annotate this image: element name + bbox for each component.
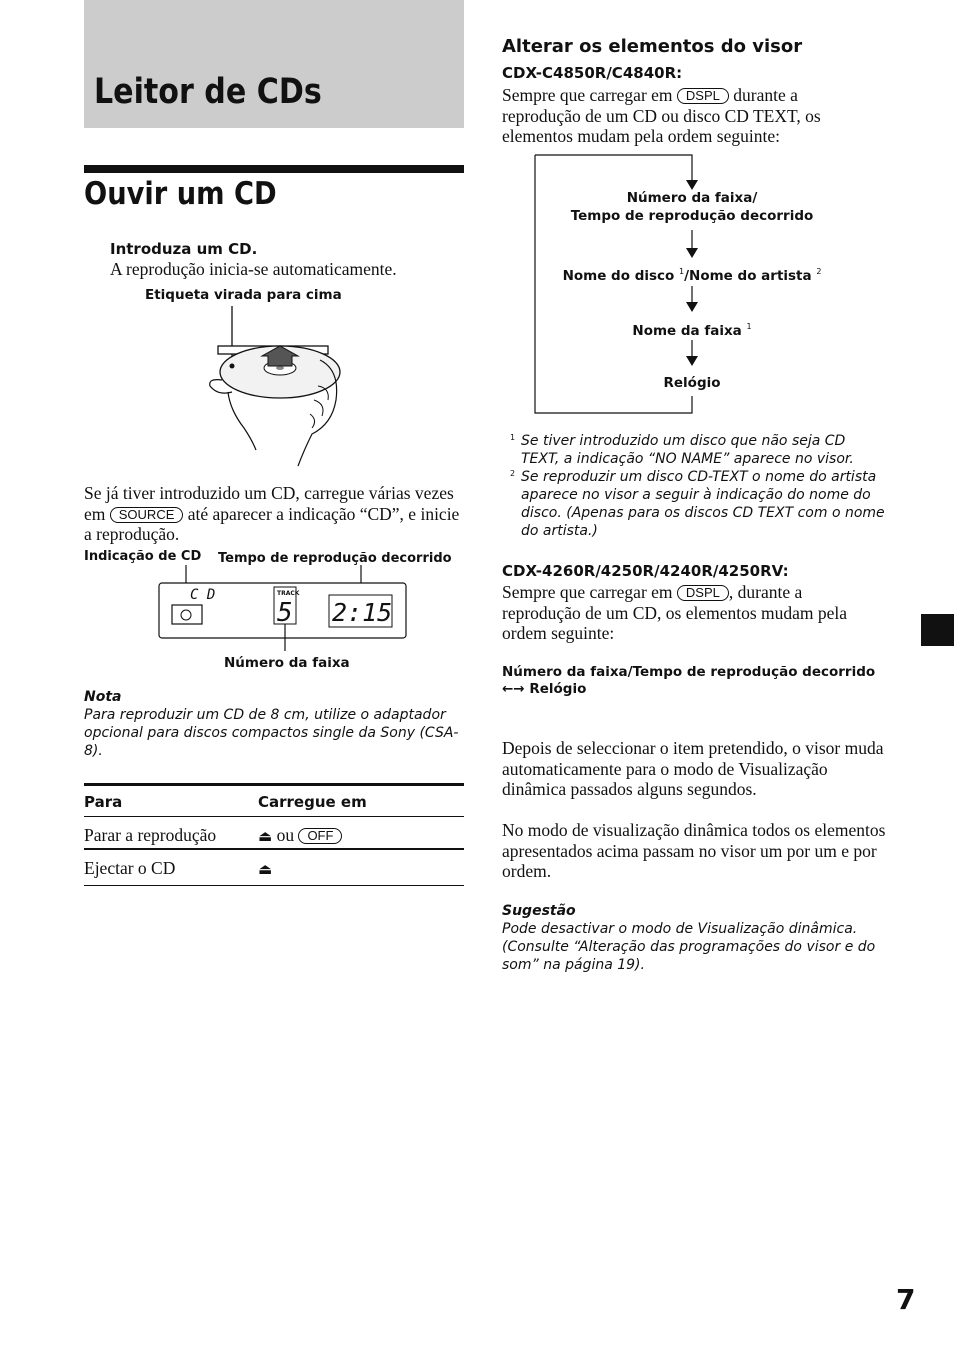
flow-item-disc-artist [540, 263, 844, 285]
model1-paragraph [502, 85, 872, 147]
flow-sup-1: 1 [679, 267, 685, 276]
eject-icon: ⏏ [258, 860, 273, 878]
double-arrow-icon: ←→ [502, 681, 525, 697]
flow-item-track-time [540, 189, 844, 225]
footnote-2-text: Se reproduzir um disco CD-TEXT o nome do artista aparece no visor a seguir à indicação do nome do disco. (Apenas para os discos CD TEXT com o nome do artista.) [521, 469, 885, 539]
flow-item-clock: Relógio [663, 375, 721, 391]
dspl-key: DSPL [677, 88, 729, 104]
table-row-rule [84, 848, 464, 850]
model1-label: CDX-C4850R/C4840R: [502, 64, 683, 82]
table-header-para: Para [84, 793, 123, 811]
flow-disc-name: Nome do disco [562, 268, 675, 284]
section-title: Ouvir um CD [84, 176, 277, 212]
table-bottom-rule [84, 885, 464, 886]
svg-text:C D: C D [190, 587, 216, 603]
cd-insert-illustration [200, 300, 350, 470]
table-row-eject-label: Ejectar o CD [84, 858, 176, 878]
tip-title: Sugestão [502, 903, 576, 919]
cycle-line-2 [502, 680, 586, 698]
source-paragraph-before: Se já tiver introduzido um CD, carregue várias vezes em [84, 483, 454, 524]
svg-text:5: 5 [277, 598, 293, 628]
footnote-1-num: 1 [510, 433, 516, 442]
chapter-title: Leitor de CDs [94, 72, 322, 112]
label-elapsed-time: Tempo de reprodução decorrido [218, 551, 452, 566]
model2-paragraph [502, 582, 872, 644]
cycle-clock: Relógio [529, 681, 587, 697]
table-header-press: Carregue em [258, 793, 367, 811]
source-paragraph-after: até aparecer a indicação “CD”, e inicie a reprodução. [84, 503, 460, 544]
model2-text-before: Sempre que carregar em [502, 582, 673, 602]
table-header-rule [84, 816, 464, 817]
model2-label: CDX-4260R/4250R/4240R/4250RV: [502, 562, 789, 580]
page-number: 7 [896, 1283, 916, 1316]
note-text: Para reproduzir um CD de 8 cm, utilize o adaptador opcional para discos compactos single da Sony (CSA-8). [84, 707, 459, 759]
section-tab-marker [921, 614, 954, 646]
off-key: OFF [298, 828, 342, 844]
cycle-line-1: Número da faixa/Tempo de reprodução decorrido [502, 664, 876, 680]
model2-text-after: , durante a reprodução de um CD, os elementos mudam pela ordem seguinte: [502, 582, 848, 643]
flow-item-track-line1: Número da faixa/ [626, 190, 758, 206]
table-row-stop-label: Parar a reprodução [84, 825, 217, 845]
step-heading: Introduza um CD. [110, 240, 258, 258]
table-row-eject-action [258, 858, 272, 880]
flow-track-name: Nome da faixa [632, 323, 742, 339]
flow-sup-3: 1 [746, 322, 752, 331]
table-row-stop-connector: ou [276, 825, 295, 845]
note-title: Nota [84, 689, 122, 705]
footnote-1-text: Se tiver introduzido um disco que não seja CD TEXT, a indicação “NO NAME” aparece no visor. [521, 433, 854, 467]
flow-artist-name: /Nome do artista [684, 268, 812, 284]
paragraph-dynamic-2: No modo de visualização dinâmica todos os elementos apresentados acima passam no visor um por um e por ordem. [502, 820, 886, 881]
label-track-number: Número da faixa [224, 655, 350, 671]
step-text: A reprodução inicia-se automaticamente. [110, 259, 397, 279]
model1-text-before: Sempre que carregar em [502, 85, 673, 105]
source-key: SOURCE [110, 507, 184, 523]
dspl-key: DSPL [677, 585, 729, 601]
flow-item-track-name [540, 318, 844, 340]
paragraph-dynamic-1: Depois de seleccionar o item pretendido, o visor muda automaticamente para o modo de Visualização dinâmica passados alguns segundos. [502, 738, 884, 799]
section-rule [84, 165, 464, 173]
table-row-stop-action [258, 825, 342, 847]
flow-item-track-line2: Tempo de reprodução decorrido [570, 208, 814, 224]
svg-text:TRACK: TRACK [277, 590, 300, 597]
chapter-header-box [84, 0, 464, 128]
source-paragraph [84, 483, 464, 545]
figure-label: Etiqueta virada para cima [145, 287, 342, 303]
svg-text:2:15: 2:15 [332, 598, 393, 627]
flow-sup-2: 2 [816, 267, 822, 276]
model1-text-after: durante a reprodução de um CD ou disco CD TEXT, os elementos mudam pela ordem seguinte: [502, 85, 821, 146]
eject-icon: ⏏ [258, 827, 273, 845]
right-heading: Alterar os elementos do visor [502, 36, 803, 57]
lcd-display-figure [150, 565, 420, 655]
table-top-rule [84, 783, 464, 786]
label-cd-indicator: Indicação de CD [84, 549, 202, 564]
footnote-2-num: 2 [510, 469, 516, 478]
tip-text: Pode desactivar o modo de Visualização dinâmica. (Consulte “Alteração das programações do visor e do som” na página 19). [502, 921, 876, 973]
